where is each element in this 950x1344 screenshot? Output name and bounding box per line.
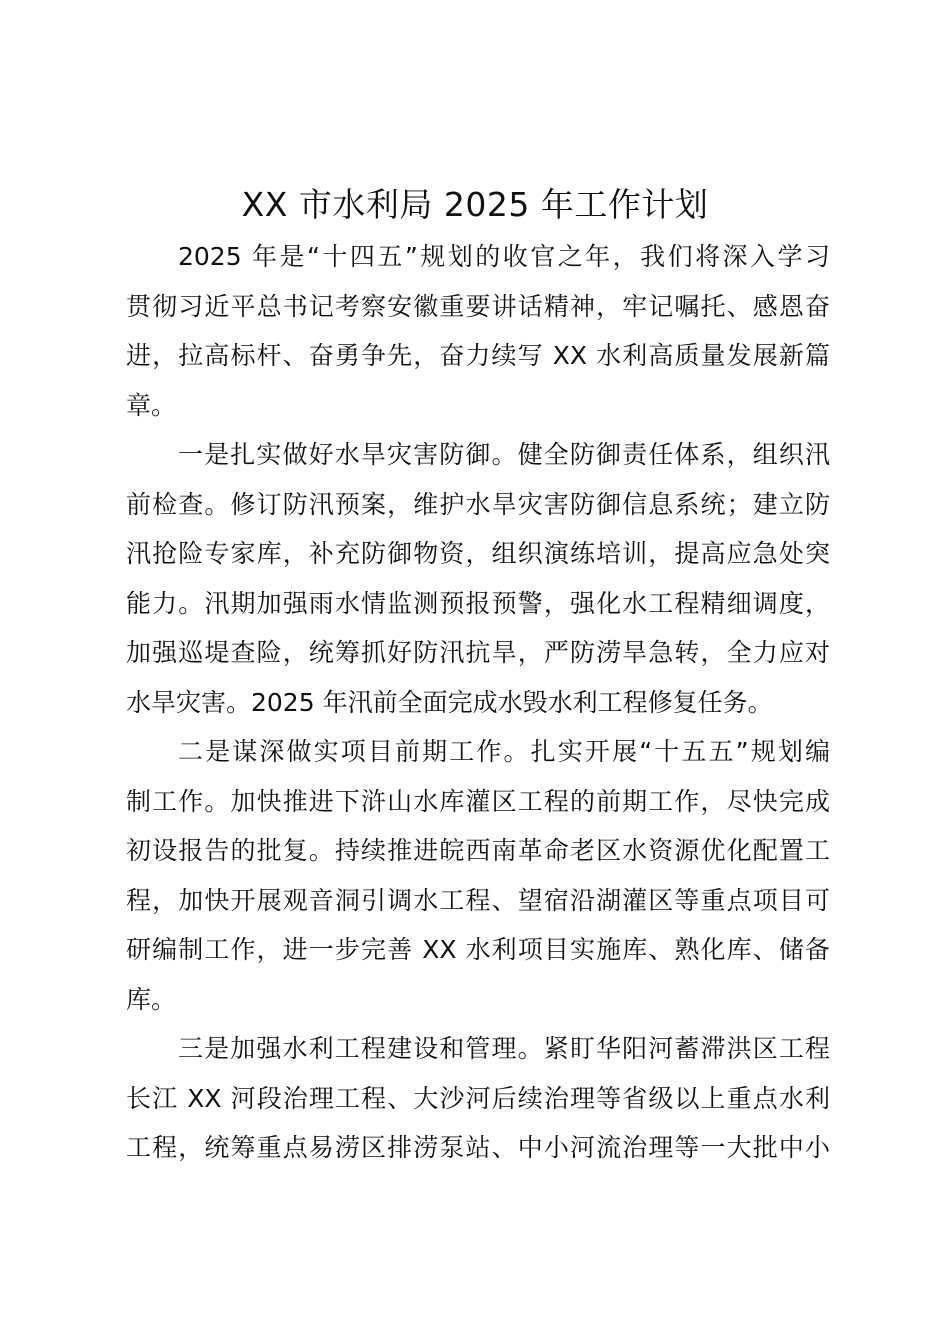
paragraph-intro: [126, 232, 830, 430]
paragraph-line: 长江 XX 河段治理工程、大沙河后续治理等省级以上重点水利: [126, 1083, 830, 1113]
paragraph-line: 水旱灾害。2025 年汛前全面完成水毁水利工程修复任务。: [126, 687, 773, 717]
paragraph-line: 汛抢险专家库，补充防御物资，组织演练培训，提高应急处突: [126, 539, 830, 568]
paragraph-line: 三是加强水利工程建设和管理。紧盯华阳河蓄滞洪区工程: [178, 1034, 830, 1063]
paragraph-project-preparation: [126, 727, 830, 1024]
paragraph-line: 库。: [126, 984, 177, 1014]
paragraph-line: 二是谋深做实项目前期工作。扎实开展“十五五”规划编: [178, 737, 830, 766]
paragraph-construction-management: [126, 1024, 830, 1173]
paragraph-line: 能力。汛期加强雨水情监测预报预警，强化水工程精细调度，: [126, 588, 830, 618]
paragraph-line: 进，拉高标杆、奋勇争先，奋力续写 XX 水利高质量发展新篇: [126, 341, 830, 370]
paragraph-line: 加强巡堤查险，统筹抓好防汛抗旱，严防涝旱急转，全力应对: [126, 638, 830, 667]
paragraph-line: 章。: [126, 390, 177, 420]
paragraph-line: 前检查。修订防汛预案，维护水旱灾害防御信息系统；建立防: [126, 489, 830, 519]
paragraph-line: 制工作。加快推进下浒山水库灌区工程的前期工作，尽快完成: [126, 786, 830, 816]
paragraph-line: 2025 年是“十四五”规划的收官之年，我们将深入学习: [178, 242, 830, 271]
paragraph-line: 工程，统筹重点易涝区排涝泵站、中小河流治理等一大批中小: [126, 1133, 830, 1162]
paragraph-flood-defense: [126, 430, 830, 727]
paragraph-line: 一是扎实做好水旱灾害防御。健全防御责任体系，组织汛: [178, 440, 830, 469]
document-body: [126, 232, 830, 1173]
paragraph-line: 贯彻习近平总书记考察安徽重要讲话精神，牢记嘱托、感恩奋: [126, 291, 830, 321]
paragraph-line: 研编制工作，进一步完善 XX 水利项目实施库、熟化库、储备: [126, 935, 830, 964]
document-title: XX 市水利局 2025 年工作计划: [241, 185, 709, 224]
paragraph-line: 初设报告的批复。持续推进皖西南革命老区水资源优化配置工: [126, 836, 830, 865]
paragraph-line: 程，加快开展观音洞引调水工程、望宿沿湖灌区等重点项目可: [126, 885, 830, 915]
